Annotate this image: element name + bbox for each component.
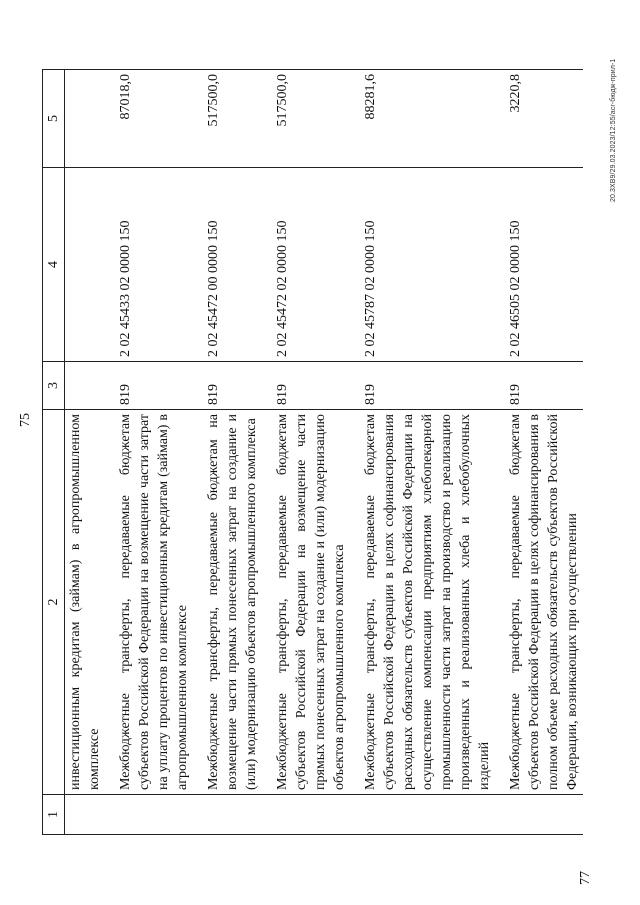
- row-description: Межбюджетные трансферты, передаваемые бюджетам субъектов Российской Федерации в целях софинансирования расходных обязательств субъектов Российской Федерации на осуществление компенсации предприятиям хлебопекарной промышленности части затрат на производство и реализацию произведенных и реализованных хлеба и хлебобулочных изделий: [360, 410, 495, 795]
- document-footer-code: 20.3XB9/29.03.2023/12:55/acr-бюдж-прил-1: [610, 58, 617, 202]
- row-admin-code: 819: [505, 362, 583, 410]
- table-row: [115, 70, 193, 835]
- row-description: Межбюджетные трансферты, передаваемые бюджетам на возмещение части прямых понесенных затрат на создание и (или) модернизацию объектов агропромышленного комплекса: [203, 410, 262, 795]
- table-row: [360, 70, 495, 835]
- row-description: Межбюджетные трансферты, передаваемые бюджетам субъектов Российской Федерации на возмещение части затрат на уплату процентов по инвестиционным кредитам (займам) в агропромышленном комплексе: [115, 410, 193, 795]
- row-admin-code: 819: [115, 362, 193, 410]
- table-row: [505, 70, 583, 835]
- row-budget-code: 2 02 45472 02 0000 150: [272, 168, 350, 362]
- column-header-4: 4: [43, 168, 65, 362]
- row-amount: 88281,6: [360, 70, 495, 168]
- row-admin-code: 819: [360, 362, 495, 410]
- table-row: [272, 70, 350, 835]
- row-amount: 517500,0: [203, 70, 262, 168]
- row-budget-code: 2 02 45433 02 0000 150: [115, 168, 193, 362]
- row-spacer: [193, 70, 203, 835]
- row-amount: 3220,8: [505, 70, 583, 168]
- row-budget-code: 2 02 46505 02 0000 150: [505, 168, 583, 362]
- row-spacer: [495, 70, 505, 835]
- row-budget-code: 2 02 45472 00 0000 150: [203, 168, 262, 362]
- row-spacer: [105, 70, 115, 835]
- budget-revenue-table: [42, 69, 583, 835]
- table-header-row: [43, 70, 65, 835]
- column-header-5: 5: [43, 70, 65, 168]
- row-spacer: [350, 70, 360, 835]
- column-header-3: 3: [43, 362, 65, 410]
- table-row: [203, 70, 262, 835]
- page-number-top: 75: [18, 413, 33, 427]
- row-spacer: [262, 70, 272, 835]
- row-admin-code: 819: [272, 362, 350, 410]
- table-row: [65, 70, 106, 835]
- row-amount: 517500,0: [272, 70, 350, 168]
- row-budget-code: 2 02 45787 02 0000 150: [360, 168, 495, 362]
- column-header-2: 2: [43, 410, 65, 795]
- row-admin-code: 819: [203, 362, 262, 410]
- row-budget-code: [65, 168, 106, 362]
- row-admin-code: [65, 362, 106, 410]
- row-description: инвестиционным кредитам (займам) в агропромышленном комплексе: [65, 410, 106, 795]
- row-description: Межбюджетные трансферты, передаваемые бюджетам субъектов Российской Федерации на возмещение части прямых понесенных затрат на создание и (или) модернизацию объектов агропромышленного комплекса: [272, 410, 350, 795]
- page-number-side: 77: [578, 871, 593, 885]
- column-header-1: 1: [43, 795, 65, 835]
- row-amount: [65, 70, 106, 168]
- row-description: Межбюджетные трансферты, передаваемые бюджетам субъектов Российской Федерации в целях софинансирования в полном объеме расходных обязательств субъектов Российской Федерации, возникающих при осуществлении: [505, 410, 583, 795]
- row-amount: 87018,0: [115, 70, 193, 168]
